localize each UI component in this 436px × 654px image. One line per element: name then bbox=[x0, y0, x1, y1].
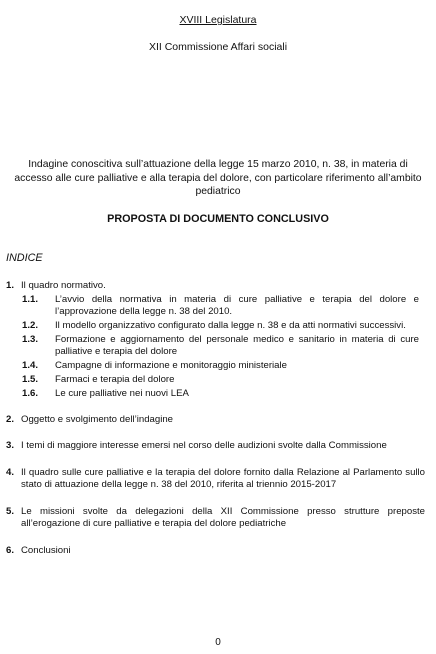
toc-item-number: 5. bbox=[6, 506, 15, 517]
toc-subitem-text: Campagne di informazione e monitoraggio ministeriale bbox=[55, 360, 287, 371]
toc-subitem-number: 1.5. bbox=[22, 374, 39, 385]
toc-subitem-number: 1.1. bbox=[22, 294, 39, 305]
toc-subitem-number: 1.6. bbox=[22, 388, 39, 399]
page-number: 0 bbox=[215, 637, 221, 648]
toc-item-number: 2. bbox=[6, 414, 15, 425]
inquiry-subject: Indagine conoscitiva sull’attuazione della legge 15 marzo 2010, n. 38, in materia di accesso alle cure palliative e alla terapia del dolore, con particolare riferimento all’ambito pediatrico bbox=[14, 159, 422, 197]
toc-item-text: Oggetto e svolgimento dell’indagine bbox=[21, 414, 174, 425]
document-title: PROPOSTA DI DOCUMENTO CONCLUSIVO bbox=[107, 213, 329, 225]
toc-item-text: I temi di maggiore interesse emersi nel corso delle audizioni svolte dalla Commissione bbox=[21, 440, 387, 451]
commission-heading: XII Commissione Affari sociali bbox=[148, 41, 288, 53]
legislature-heading: XVIII Legislatura bbox=[179, 14, 257, 26]
toc-subitem-text: Farmaci e terapia del dolore bbox=[55, 374, 175, 385]
toc-subitem-text: Le cure palliative nei nuovi LEA bbox=[55, 388, 189, 399]
toc-item-number: 1. bbox=[6, 280, 15, 291]
toc-subitem-text: Formazione e aggiornamento del personale medico e sanitario in materia di cure palliative e terapia del dolore bbox=[55, 334, 419, 357]
index-heading: INDICE bbox=[6, 252, 43, 264]
toc-item-number: 3. bbox=[6, 440, 15, 451]
toc-item-text: Conclusioni bbox=[21, 545, 71, 556]
toc-subitem-text: L’avvio della normativa in materia di cure palliative e terapia del dolore e l’approvazione della legge n. 38 del 2010. bbox=[55, 294, 419, 317]
toc-subitem-text: Il modello organizzativo configurato dalla legge n. 38 e da atti normativi successivi. bbox=[55, 320, 406, 331]
toc-subitem-number: 1.2. bbox=[22, 320, 39, 331]
toc-subitem-number: 1.4. bbox=[22, 360, 39, 371]
toc-item-text: Le missioni svolte da delegazioni della XII Commissione presso strutture preposte all’erogazione di cure palliative e terapia del dolore pediatriche bbox=[21, 506, 425, 529]
toc-item-number: 4. bbox=[6, 467, 15, 478]
toc-item-text: Il quadro normativo. bbox=[21, 280, 106, 291]
toc-subitem-number: 1.3. bbox=[22, 334, 39, 345]
toc-item-number: 6. bbox=[6, 545, 15, 556]
toc-item-text: Il quadro sulle cure palliative e la terapia del dolore fornito dalla Relazione al Parlamento sullo stato di attuazione della legge n. 38 del 2010, riferita al triennio 2015-2017 bbox=[21, 467, 425, 490]
